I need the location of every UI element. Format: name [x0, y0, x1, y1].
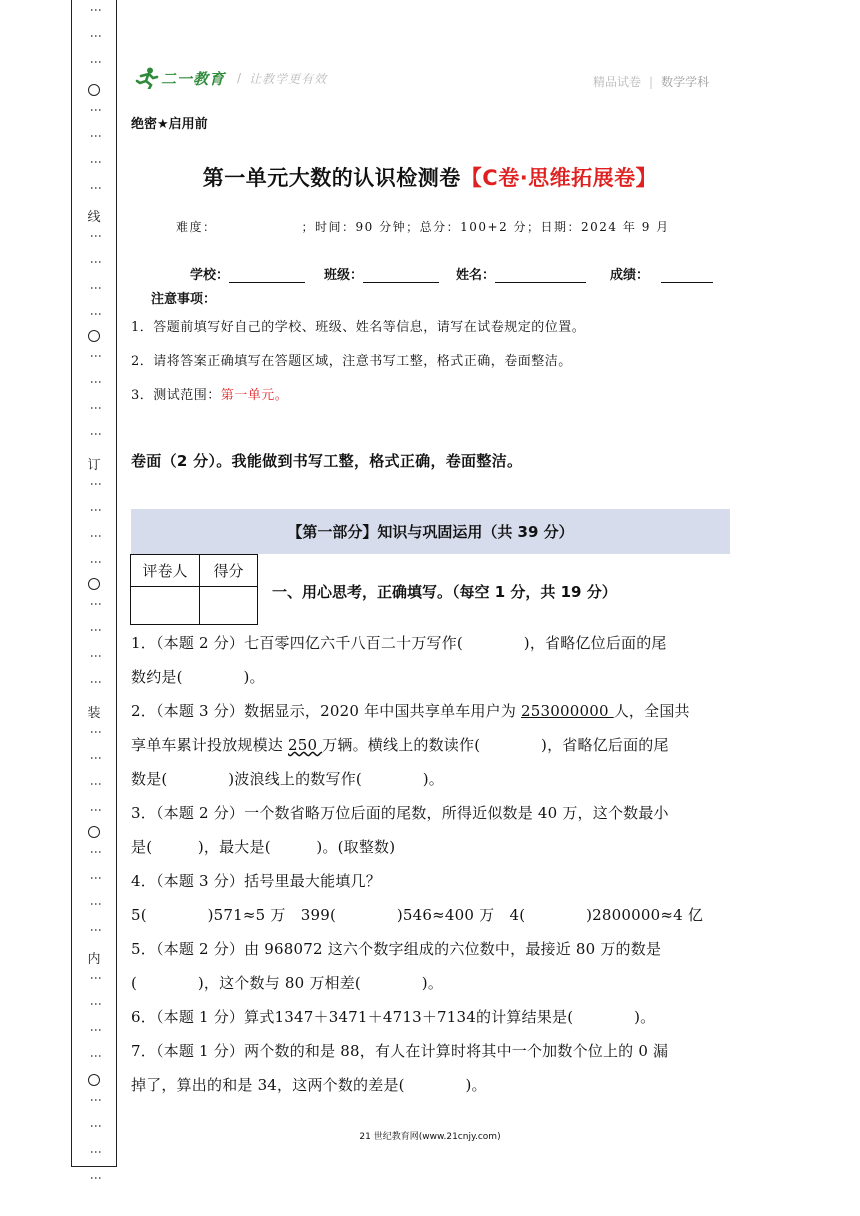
class-label: 班级： — [324, 268, 364, 283]
binding-dots: ⋮ — [89, 1120, 103, 1131]
binding-dots: ⋮ — [89, 182, 103, 193]
class-blank[interactable] — [363, 268, 439, 283]
binding-dots: ⋮ — [89, 56, 103, 67]
binding-dots: ⋮ — [89, 402, 103, 413]
class-field[interactable] — [324, 264, 439, 283]
question-2-text-c: 享单车累计投放规模达 — [131, 736, 288, 754]
question-7-line-1: 7．（本题 1 分）两个数的和是 88，有人在计算时将其中一个加数个位上的 0 漏 — [131, 1042, 669, 1060]
quality-tag: 精品试卷 — [593, 75, 642, 89]
score-cell[interactable] — [200, 587, 258, 625]
question-2-wavy-number: 250 — [287, 736, 323, 754]
notice-item-1: 1．答题前填写好自己的学校、班级、姓名等信息，请写在试卷规定的位置。 — [131, 320, 586, 335]
question-2-line-3: 数是( )波浪线上的数写作( )。 — [131, 770, 445, 788]
tag-separator: | — [649, 74, 654, 89]
binding-dots: ⋮ — [89, 256, 103, 267]
binding-dots: ⋮ — [89, 972, 103, 983]
grader-cell[interactable] — [131, 587, 200, 625]
binding-dots: ⋮ — [89, 804, 103, 815]
question-2-line-2 — [131, 728, 731, 762]
question-2-text-d: 万辆。横线上的数读作( )，省略亿后面的尾 — [322, 736, 669, 754]
binding-dots: ⋮ — [89, 556, 103, 567]
name-field[interactable] — [456, 264, 586, 283]
binding-dots: ⋮ — [89, 624, 103, 635]
binding-dots: ⋮ — [89, 30, 103, 41]
binding-dots: ⋮ — [89, 282, 103, 293]
question-3-line-1: 3．（本题 2 分）一个数省略万位后面的尾数，所得近似数是 40 万，这个数最小 — [131, 804, 669, 822]
binding-dots: ⋮ — [89, 308, 103, 319]
binding-dots: ⋮ — [89, 376, 103, 387]
binding-dots: ⋮ — [89, 872, 103, 883]
binding-dots: ⋮ — [89, 4, 103, 15]
notice-item-2: 2．请将答案正确填写在答题区域，注意书写工整，格式正确，卷面整洁。 — [131, 354, 572, 369]
binding-dots: ⋮ — [89, 676, 103, 687]
school-blank[interactable] — [229, 268, 305, 283]
binding-dots: ⋮ — [89, 350, 103, 361]
binding-circle — [88, 1074, 100, 1086]
binding-circle — [88, 578, 100, 590]
binding-dots: ⋮ — [89, 130, 103, 141]
binding-dots: ⋮ — [89, 530, 103, 541]
binding-dots: ⋮ — [89, 726, 103, 737]
question-1-line-2: 数约是( )。 — [131, 668, 265, 686]
title-highlight: 【C卷·思维拓展卷】 — [460, 166, 658, 190]
slogan: 让教学更有效 — [249, 71, 328, 86]
binding-char: 装 — [87, 706, 101, 721]
question-2-text-b: 人，全国共 — [613, 702, 690, 720]
binding-dots: ⋮ — [89, 924, 103, 935]
student-info-row — [190, 264, 735, 283]
header-tags — [593, 73, 709, 90]
question-3-line-2: 是( )，最大是( )。(取整数) — [131, 838, 396, 856]
secret-label: 绝密★启用前 — [131, 117, 208, 132]
binding-dots: ⋮ — [89, 104, 103, 115]
binding-dots: ⋮ — [89, 598, 103, 609]
page-title — [130, 162, 730, 192]
notice-item-3 — [131, 384, 288, 403]
part1-heading-bar — [131, 509, 730, 554]
score-label: 成绩： — [610, 268, 650, 283]
binding-dots: ⋮ — [89, 778, 103, 789]
binding-dots: ⋮ — [89, 1094, 103, 1105]
binding-dots: ⋮ — [89, 998, 103, 1009]
score-blank[interactable] — [661, 268, 713, 283]
question-4-line-2: 5( )571≈5 万 399( )546≈400 万 4( )2800000≈4 亿 — [131, 906, 704, 924]
binding-dots: ⋮ — [89, 898, 103, 909]
binding-char: 线 — [87, 210, 101, 225]
binding-circle — [88, 330, 100, 342]
notice-item-3-scope: 第一单元。 — [220, 388, 289, 403]
binding-dots: ⋮ — [89, 752, 103, 763]
title-main: 第一单元大数的认识检测卷 — [202, 166, 461, 190]
question-5-line-2: ( )，这个数与 80 万相差( )。 — [131, 974, 444, 992]
brand-logo — [135, 64, 327, 92]
score-header: 得分 — [200, 555, 258, 587]
slogan-separator: / — [237, 71, 242, 85]
binding-dots: ⋮ — [89, 846, 103, 857]
part1-heading: 【第一部分】知识与巩固运用（共 39 分） — [287, 523, 574, 541]
binding-dots: ⋮ — [89, 156, 103, 167]
question-2-text-a: 2．（本题 3 分）数据显示，2020 年中国共享单车用户为 — [131, 702, 522, 720]
exam-meta: 难度： ；时间：90 分钟；总分：100+2 分；日期：2024 年 9 月 — [176, 220, 670, 234]
runner-logo-icon — [135, 67, 159, 89]
logo-text: 二一教育 — [161, 69, 226, 88]
question-5-line-1: 5．（本题 2 分）由 968072 这六个数字组成的六位数中，最接近 80 万的数是 — [131, 940, 662, 958]
question-6-line-1: 6．（本题 1 分）算式1347＋3471＋4713＋7134的计算结果是( )。 — [131, 1008, 656, 1026]
question-7-line-2: 掉了，算出的和是 34，这两个数的差是( )。 — [131, 1076, 487, 1094]
binding-circle — [88, 84, 100, 96]
school-field[interactable] — [190, 264, 305, 283]
name-blank[interactable] — [495, 268, 586, 283]
binding-dots: ⋮ — [89, 1024, 103, 1035]
subject-tag: 数学学科 — [661, 75, 710, 89]
school-label: 学校： — [190, 268, 230, 283]
binding-circle — [88, 826, 100, 838]
binding-dots: ⋮ — [89, 504, 103, 515]
score-field[interactable] — [610, 264, 713, 283]
notice-heading: 注意事项： — [151, 292, 217, 307]
section1-heading: 一、用心思考，正确填写。（每空 1 分，共 19 分） — [272, 583, 617, 601]
binding-dots: ⋮ — [89, 428, 103, 439]
page-footer: 21 世纪教育网(www.21cnjy.com) — [359, 1132, 501, 1142]
question-2-line-1 — [131, 694, 731, 728]
question-4-line-1: 4．（本题 3 分）括号里最大能填几？ — [131, 872, 381, 890]
grader-header: 评卷人 — [131, 555, 200, 587]
notice-item-3-prefix: 3．测试范围： — [131, 388, 221, 403]
binding-dots: ⋮ — [89, 478, 103, 489]
score-table — [130, 554, 258, 625]
cover-neatness-line: 卷面（2 分）。我能做到书写工整，格式正确，卷面整洁。 — [131, 452, 523, 470]
binding-dots: ⋮ — [89, 1050, 103, 1061]
name-label: 姓名： — [456, 268, 496, 283]
binding-dots: ⋮ — [89, 650, 103, 661]
binding-dots: ⋮ — [89, 1172, 103, 1183]
binding-dots: ⋮ — [89, 230, 103, 241]
question-2-underlined-number: 253000000 — [521, 702, 614, 720]
question-1-line-1: 1．（本题 2 分）七百零四亿六千八百二十万写作( )，省略亿位后面的尾 — [131, 634, 667, 652]
binding-dots: ⋮ — [89, 1146, 103, 1157]
binding-char: 内 — [87, 952, 101, 967]
binding-char: 订 — [87, 458, 101, 473]
binding-margin — [86, 0, 102, 1190]
